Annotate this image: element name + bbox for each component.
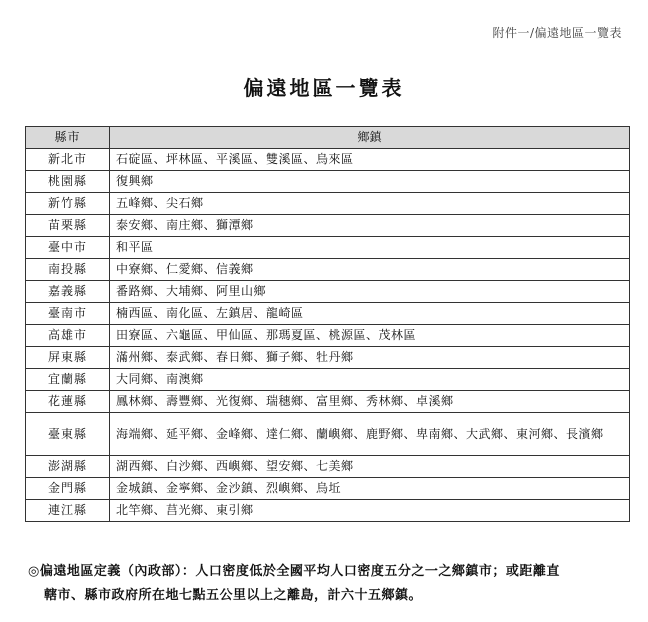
county-cell: 嘉義縣 [26,281,110,303]
county-cell: 苗栗縣 [26,215,110,237]
page-title: 偏遠地區一覽表 [243,76,405,100]
definition-note [28,560,634,608]
attachment-label: 附件一/偏遠地區一覽表 [492,26,622,40]
remote-areas-table [25,126,630,522]
county-cell: 高雄市 [26,325,110,347]
towns-cell: 中寮鄉、仁愛鄉、信義鄉 [110,259,630,281]
towns-cell: 金城鎮、金寧鄉、金沙鎮、烈嶼鄉、烏坵 [110,478,630,500]
towns-cell: 泰安鄉、南庄鄉、獅潭鄉 [110,215,630,237]
towns-cell: 五峰鄉、尖石鄉 [110,193,630,215]
towns-cell: 湖西鄉、白沙鄉、西嶼鄉、望安鄉、七美鄉 [110,456,630,478]
county-cell: 桃園縣 [26,171,110,193]
table-row [26,413,630,456]
note-line-1: ◎偏遠地區定義（內政部）：人口密度低於全國平均人口密度五分之一之鄉鎮市；或距離直 [28,564,560,579]
county-cell: 金門縣 [26,478,110,500]
towns-cell: 楠西區、南化區、左鎮居、龍崎區 [110,303,630,325]
county-cell: 澎湖縣 [26,456,110,478]
county-cell: 連江縣 [26,500,110,522]
table-row [26,478,630,500]
towns-cell: 鳳林鄉、壽豐鄉、光復鄉、瑞穗鄉、富里鄉、秀林鄉、卓溪鄉 [110,391,630,413]
table-row [26,347,630,369]
towns-cell: 海端鄉、延平鄉、金峰鄉、達仁鄉、蘭嶼鄉、鹿野鄉、卑南鄉、大武鄉、東河鄉、長濱鄉 [110,413,630,456]
county-cell: 花蓮縣 [26,391,110,413]
table-row [26,456,630,478]
table-row [26,391,630,413]
towns-cell: 大同鄉、南澳鄉 [110,369,630,391]
table-row [26,215,630,237]
towns-cell: 番路鄉、大埔鄉、阿里山鄉 [110,281,630,303]
county-cell: 新北市 [26,149,110,171]
table-row [26,500,630,522]
table-row [26,303,630,325]
table-row [26,369,630,391]
county-cell: 臺東縣 [26,413,110,456]
table-row [26,259,630,281]
towns-cell: 和平區 [110,237,630,259]
table-header-row [26,127,630,149]
county-cell: 臺南市 [26,303,110,325]
county-cell: 南投縣 [26,259,110,281]
towns-cell: 田寮區、六龜區、甲仙區、那瑪夏區、桃源區、茂林區 [110,325,630,347]
note-line-2: 轄市、縣市政府所在地七點五公里以上之離島，計六十五鄉鎮。 [44,588,423,603]
table-row [26,193,630,215]
table-row [26,171,630,193]
county-cell: 臺中市 [26,237,110,259]
header-towns: 鄉鎮 [110,127,630,149]
table-row [26,237,630,259]
county-cell: 屏東縣 [26,347,110,369]
county-cell: 宜蘭縣 [26,369,110,391]
towns-cell: 復興鄉 [110,171,630,193]
towns-cell: 滿州鄉、泰武鄉、春日鄉、獅子鄉、牡丹鄉 [110,347,630,369]
table-row [26,325,630,347]
table-row [26,281,630,303]
towns-cell: 石碇區、坪林區、平溪區、雙溪區、烏來區 [110,149,630,171]
table-row [26,149,630,171]
county-cell: 新竹縣 [26,193,110,215]
header-county: 縣市 [26,127,110,149]
towns-cell: 北竿鄉、莒光鄉、東引鄉 [110,500,630,522]
